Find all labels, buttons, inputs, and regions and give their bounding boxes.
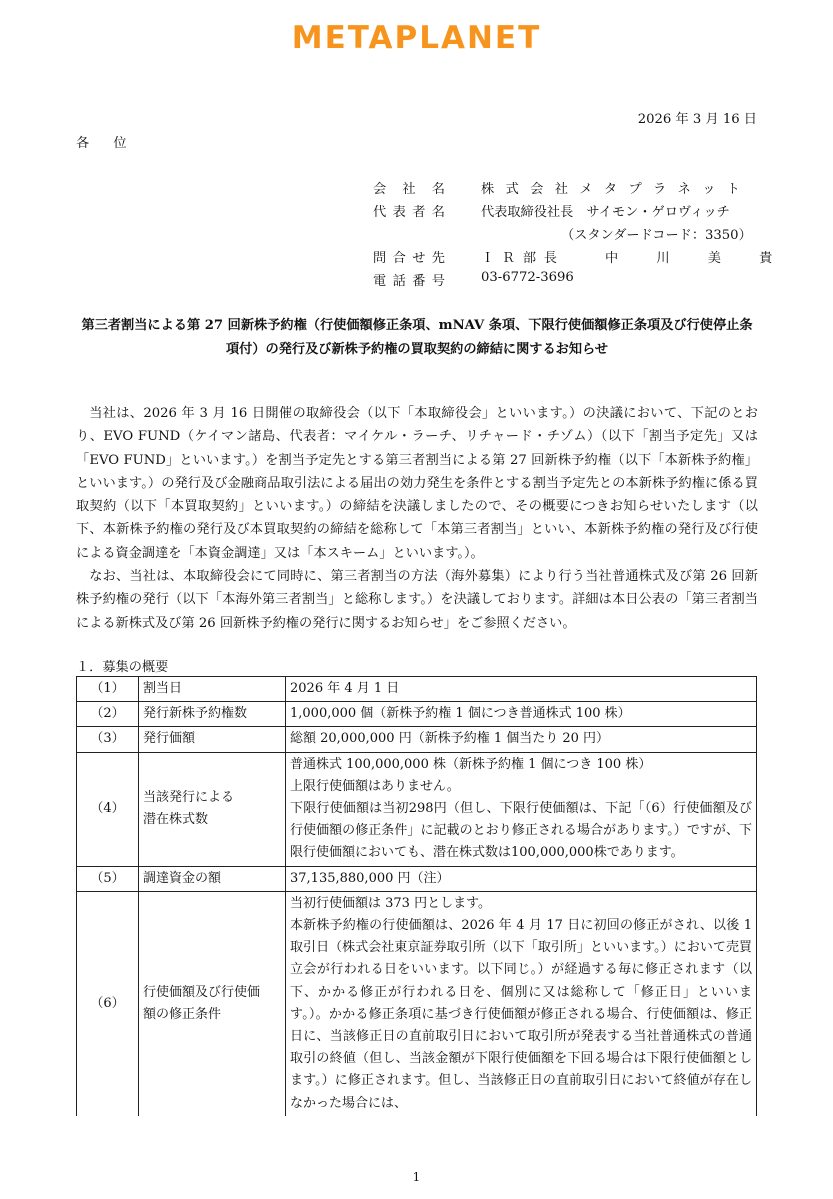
row-label: 発行新株予約権数 (139, 702, 286, 727)
offering-summary-table (76, 676, 757, 1116)
row-label: 調達資金の額 (139, 866, 286, 891)
row-number: （6） (77, 891, 139, 1116)
row-value-line-2: 上限行使価額はありません。 (290, 778, 460, 794)
company-logo: METAPLANET (291, 20, 542, 56)
row-value-line-1: 当初行使価額は 373 円とします。 (290, 895, 492, 911)
document-title (76, 314, 758, 362)
row-label-line-2: 額の修正条件 (143, 1006, 222, 1022)
representative-value: 代表取締役社長 サイモン・ゲロヴィッチ (481, 205, 730, 220)
table-row (77, 866, 757, 891)
row-value: 2026 年 4 月 1 日 (286, 677, 757, 702)
row-number: （3） (77, 727, 139, 752)
representative-label: 代表者名 (373, 205, 445, 220)
row-label-line-2: 潜在株式数 (143, 812, 209, 828)
body-paragraph-1: 当社は、2026 年 3 月 16 日開催の取締役会（以下「本取締役会」といいます。）の決議において、下記のとおり、EVO FUND（ケイマン諸島、代表者：マイケル・ラーチ、リチャード・チゾム）（以下「割当予定先」又は「EVO FUND」といいます。）を割当予定先とする第三者割当による第 27 回新株予約権（以下「本新株予約権」といいます。）の発行及び金融商品取引法による届出の効力発生を条件とする割当予定先との本新株予約権に係る買取契約（以下「本買取契約」といいます。）の締結を決議しましたので、その概要につきお知らせいたします（以下、本新株予約権の発行及び本買取契約の締結を総称して「本第三者割当」といい、本新株予約権の発行及び行使による資金調達を「本資金調達」又は「本スキーム」といいます。）。 (76, 406, 758, 561)
row-number: （1） (77, 677, 139, 702)
table-row (77, 752, 757, 866)
row-number: （2） (77, 702, 139, 727)
row-value-line-1: 普通株式 100,000,000 株（新株予約権 1 個につき 100 株） (290, 756, 652, 772)
company-name-label: 会社名 (373, 182, 445, 197)
row-number: （5） (77, 866, 139, 891)
document-date: 2026 年 3 月 16 日 (637, 112, 757, 127)
contact-label: 問合せ先 (373, 251, 445, 266)
contact-department: ＩＲ部長 (481, 251, 557, 266)
row-value: 37,135,880,000 円（注） (286, 866, 757, 891)
row-label (139, 752, 286, 866)
row-label: 発行価額 (139, 727, 286, 752)
stock-code: （スタンダードコード：3350） (561, 228, 752, 243)
body-paragraph-2: なお、当社は、本取締役会にて同時に、第三者割当の方法（海外募集）により行う当社普通株式及び第 26 回新株予約権の発行（以下「本海外第三者割当」と総称します。）を決議しております。詳細は本日公表の「第三者割当による新株式及び第 26 回新株予約権の発行に関するお知らせ」をご参照ください。 (76, 569, 758, 631)
section-heading: １．募集の概要 (76, 660, 169, 675)
row-label (139, 891, 286, 1116)
row-number: （4） (77, 752, 139, 866)
title-line-1: 第三者割当による第 27 回新株予約権（行使価額修正条項、mNAV 条項、下限行使価額修正条項及び行使停止条 (81, 318, 753, 333)
contact-person: 中 川 美 貴 (605, 251, 790, 266)
table-row (77, 677, 757, 702)
row-value: 1,000,000 個（新株予約権 1 個につき普通株式 100 株） (286, 702, 757, 727)
row-value: 総額 20,000,000 円（新株予約権 1 個当たり 20 円） (286, 727, 757, 752)
table-row (77, 891, 757, 1116)
row-label-line-1: 行使価額及び行使価 (143, 984, 261, 1000)
row-label-line-1: 当該発行による (143, 789, 235, 805)
title-line-2: 項付）の発行及び新株予約権の買取契約の締結に関するお知らせ (225, 342, 609, 357)
table-row (77, 702, 757, 727)
phone-label: 電話番号 (373, 274, 445, 289)
document-body (76, 402, 758, 635)
row-value (286, 752, 757, 866)
phone-value: 03-6772-3696 (481, 270, 574, 285)
addressee: 各 位 (76, 136, 137, 151)
row-value-line-3: 下限行使価額は当初298円（但し、下限行使価額は、下記「（6）行使価額及び行使価額の修正条件」に記載のとおり修正される場合があります。）ですが、下限行使価額においても、潜在株式数は100,000,000株であります。 (290, 801, 752, 861)
company-name-value: 株 式 会 社 メ タ プ ラ ネ ッ ト (481, 182, 744, 197)
row-value (286, 891, 757, 1116)
table-row (77, 727, 757, 752)
row-label: 割当日 (139, 677, 286, 702)
page-number: 1 (412, 1170, 421, 1184)
row-value-line-2: 本新株予約権の行使価額は、2026 年 4 月 17 日に初回の修正がされ、以後 1 取引日（株式会社東京証券取引所（以下「取引所」といいます。）において売買立会が行われる日をいいます。以下同じ。）が経過する毎に修正されます（以下、かかる修正が行われる日を、個別に又は総称して「修正日」といいます。）。かかる修正条項に基づき行使価額が修正される場合、行使価額は、修正日に、当該修正日の直前取引日において取引所が発表する当社普通株式の普通取引の終値（但し、当該金額が下限行使価額を下回る場合は下限行使価額とします。）に修正されます。但し、当該修正日の直前取引日において終値が存在しなかった場合には、 (290, 918, 752, 1111)
